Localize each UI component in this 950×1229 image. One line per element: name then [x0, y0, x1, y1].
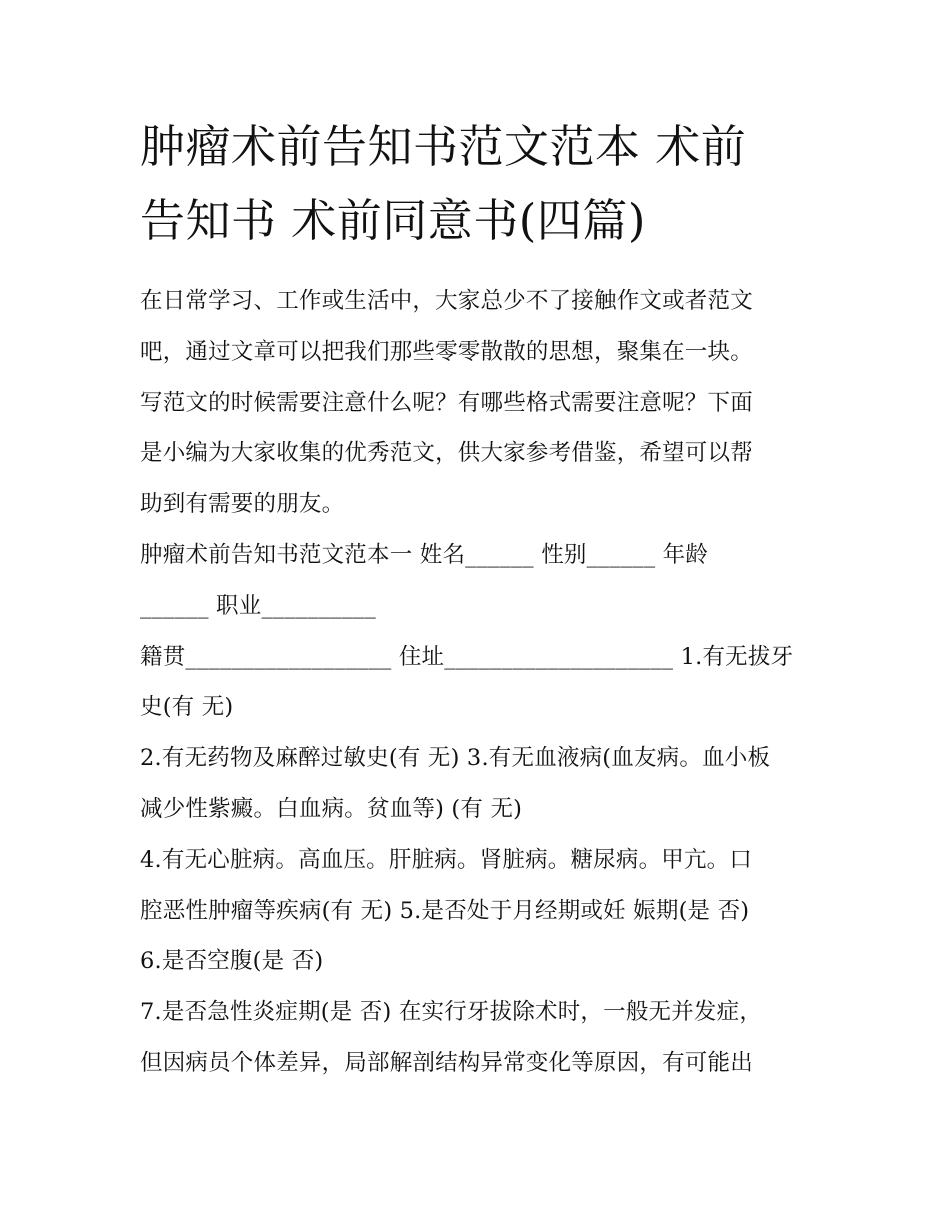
body-line: 肿瘤术前告知书范文范本一 姓名______ 性别______ 年龄 — [140, 541, 709, 568]
title-line-2: 告知书 术前同意书(四篇) — [140, 194, 646, 247]
body-line: 7.是否急性炎症期(是 否) 在实行牙拔除术时，一般无并发症， — [140, 999, 763, 1026]
body-line: 减少性紫癜。白血病。贫血等) (有 无) — [140, 795, 523, 822]
body-line: 腔恶性肿瘤等疾病(有 无) 5.是否处于月经期或妊 娠期(是 否) — [140, 897, 750, 924]
body-line: 助到有需要的朋友。 — [140, 491, 345, 518]
document-title — [140, 110, 830, 258]
body-line: 在日常学习、工作或生活中，大家总少不了接触作文或者范文 — [140, 288, 753, 314]
body-line: 吧，通过文章可以把我们那些零零散散的思想，聚集在一块。 — [140, 338, 753, 365]
body-line: 6.是否空腹(是 否) — [140, 948, 324, 975]
body-line: 史(有 无) — [140, 694, 234, 721]
title-line-1: 肿瘤术前告知书范文范本 术前 — [140, 120, 747, 173]
body-line: 是小编为大家收集的优秀范文，供大家参考借鉴，希望可以帮 — [140, 440, 753, 467]
body-line: 4.有无心脏病。高血压。肝脏病。肾脏病。糖尿病。甲亢。口 — [140, 846, 753, 873]
body-line: 但因病员个体差异，局部解剖结构异常变化等原因，有可能出 — [140, 1049, 753, 1076]
document-body — [140, 276, 830, 1089]
body-line: 2.有无药物及麻醉过敏史(有 无) 3.有无血液病(血友病。血小板 — [140, 745, 771, 772]
body-line: 写范文的时候需要注意什么呢？有哪些格式需要注意呢？下面 — [140, 389, 753, 416]
body-line: 籍贯__________________ 住址____________________ 1.有无拔牙 — [140, 643, 794, 670]
body-line: ______ 职业__________ — [140, 592, 376, 619]
